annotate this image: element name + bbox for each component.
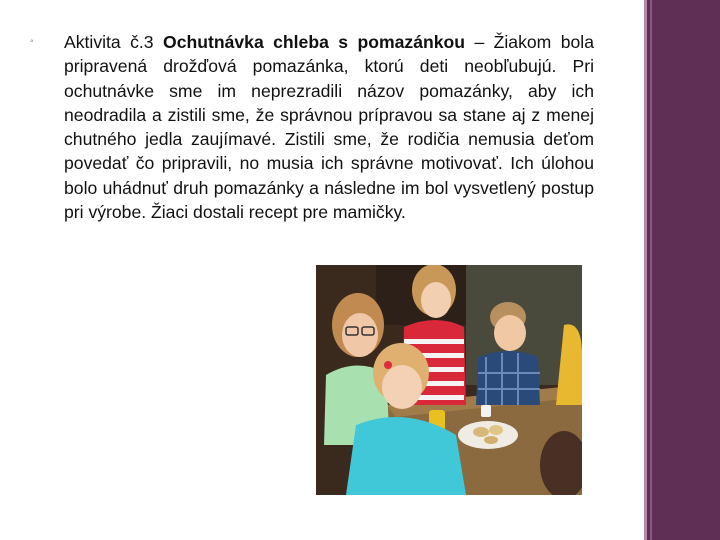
- bullet-icon: ◦: [30, 36, 34, 47]
- activity-title: Ochutnávka chleba s pomazánkou: [163, 32, 466, 52]
- activity-prefix: Aktivita č.3: [64, 32, 164, 52]
- side-band-stripe: [650, 0, 652, 540]
- activity-body: – Žiakom bola pripravená drožďová pomazánka, ktorú deti neobľubujú. Pri ochutnávke sme im neprezradili názov pomazánky, aby ich neodradila a zistili sme, že správnou prípravou sa stane aj z menej chutného jedla zaujímavé. Zistili sme, že rodičia nemusia deťom povedať čo pripravili, no musia ich správne motivovať. Ich úlohou bolo uhádnuť druh pomazánky a následne im bol vysvetlený postup pri výrobe. Žiaci dostali recept pre mamičky.: [64, 32, 594, 223]
- activity-paragraph: [64, 30, 594, 224]
- children-tasting-photo: [316, 265, 582, 495]
- decorative-side-band: [640, 0, 720, 540]
- photo-illustration: [316, 265, 582, 495]
